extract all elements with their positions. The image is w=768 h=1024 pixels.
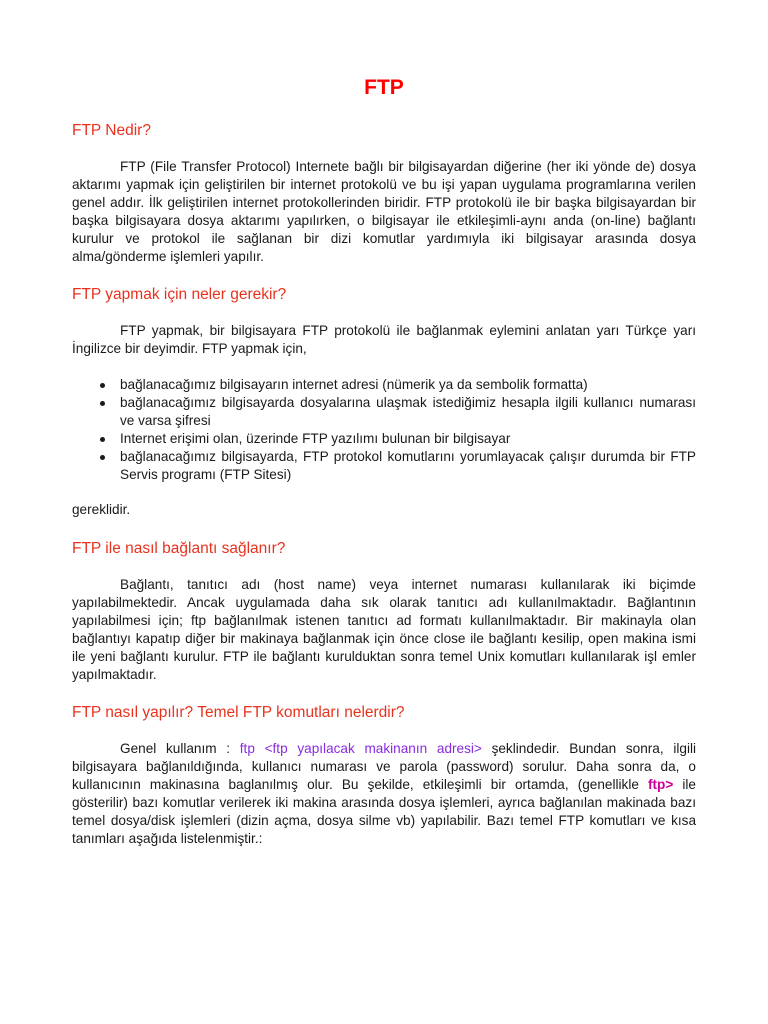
list-item: bağlanacağımız bilgisayarda, FTP protokol komutlarını yorumlayacak çalışır durumda bir FTP Servis programı (FTP Sitesi) [72, 448, 696, 484]
ftp-prompt-command: ftp> [648, 777, 674, 792]
section-heading-ftp-nedir: FTP Nedir? [72, 122, 151, 139]
bullet-icon [100, 455, 105, 460]
section-heading-temel-komutlar: FTP nasıl yapılır? Temel FTP komutları nelerdir? [72, 704, 405, 721]
section-heading-baglanti: FTP ile nasıl bağlantı sağlanır? [72, 540, 286, 557]
section-paragraph-ftp-nedir [72, 158, 696, 266]
bullet-icon [100, 383, 105, 388]
paragraph-text: FTP (File Transfer Protocol) Internete bağlı bir bilgisayardan diğerine (her iki yönde de) dosya aktarımı yapmak için geliştirilen bir internet protokolü ve bu işi yapan uygulama programlarına verilen genel addır. İlk geliştirilen internet protokollerinden biridir. FTP protokolü ile bir başka bilgisayardan bir başka bilgisayara dosya aktarımı yapılırken, o bilgisayar ile etkileşimli-aynı anda (on-line) bağlantı kurulur ve protokol ile sağlanan bir dizi komutlar yardımıyla iki bilgisayar arasında dosya alma/gönderme işlemleri yapılır. [72, 159, 696, 264]
section-heading-neler-gerekir: FTP yapmak için neler gerekir? [72, 286, 287, 303]
section-paragraph-neler-gerekir [72, 322, 696, 358]
requirements-list [72, 376, 696, 484]
paragraph-text: Bağlantı, tanıtıcı adı (host name) veya internet numarası kullanılarak iki biçimde yapılabilmektedir. Ancak uygulamada daha sık olarak tanıtıcı adı kullanılmaktadır. Bağlantının yapılabilmesi için; ftp bağlanılmak istenen tanıtıcı ad formatı kullanılmaktadır. Bir makinayla olan bağlantıyı kapatıp diğer bir makinaya bağlanmak için önce close ile bağlantı kesilip, open makina ismi ile yeni bağlantı kurulur. FTP ile bağlantı kurulduktan sonra temel Unix komutları kullanılarak işl emler yapılmaktadır. [72, 577, 696, 682]
paragraph-text: FTP yapmak, bir bilgisayara FTP protokolü ile bağlanmak eylemini anlatan yarı Türkçe yarı İngilizce bir deyimdir. FTP yapmak için, [72, 323, 696, 356]
bullet-icon [100, 401, 105, 406]
list-item: Internet erişimi olan, üzerinde FTP yazılımı bulunan bir bilgisayar [72, 430, 696, 448]
ftp-usage-command: ftp <ftp yapılacak makinanın adresi> [239, 741, 482, 756]
list-item: bağlanacağımız bilgisayarda dosyalarına ulaşmak istediğimiz hesapla ilgili kullanıcı numarası ve varsa şifresi [72, 394, 696, 430]
document-title: FTP [364, 76, 404, 99]
requirements-closing: gereklidir. [72, 502, 131, 517]
bullet-icon [100, 437, 105, 442]
section-paragraph-baglanti [72, 576, 696, 684]
section-paragraph-temel-komutlar: Genel kullanım : ftp <ftp yapılacak makinanın adresi> şeklindedir. Bundan sonra, ilgili bilgisayara bağlanıldığında, kullanıcı numarası ve parola (password) sorulur. Daha sonra da, o kullanıcının makinasına baglanılmış olur. Bu şekilde, etkileşimli bir ortamda, (genellikle ftp> ile gösterilir) bazı komutlar verilerek iki makina arasında dosya işlemleri, ayrıca bağlanılan makinada bazı temel dosya/disk işlemleri (dizin açma, dosya silme vb) yapılabilir. Bazı temel FTP komutları ve kısa tanımları aşağıda listelenmiştir.: [72, 741, 696, 846]
list-item: bağlanacağımız bilgisayarın internet adresi (nümerik ya da sembolik formatta) [72, 376, 696, 394]
